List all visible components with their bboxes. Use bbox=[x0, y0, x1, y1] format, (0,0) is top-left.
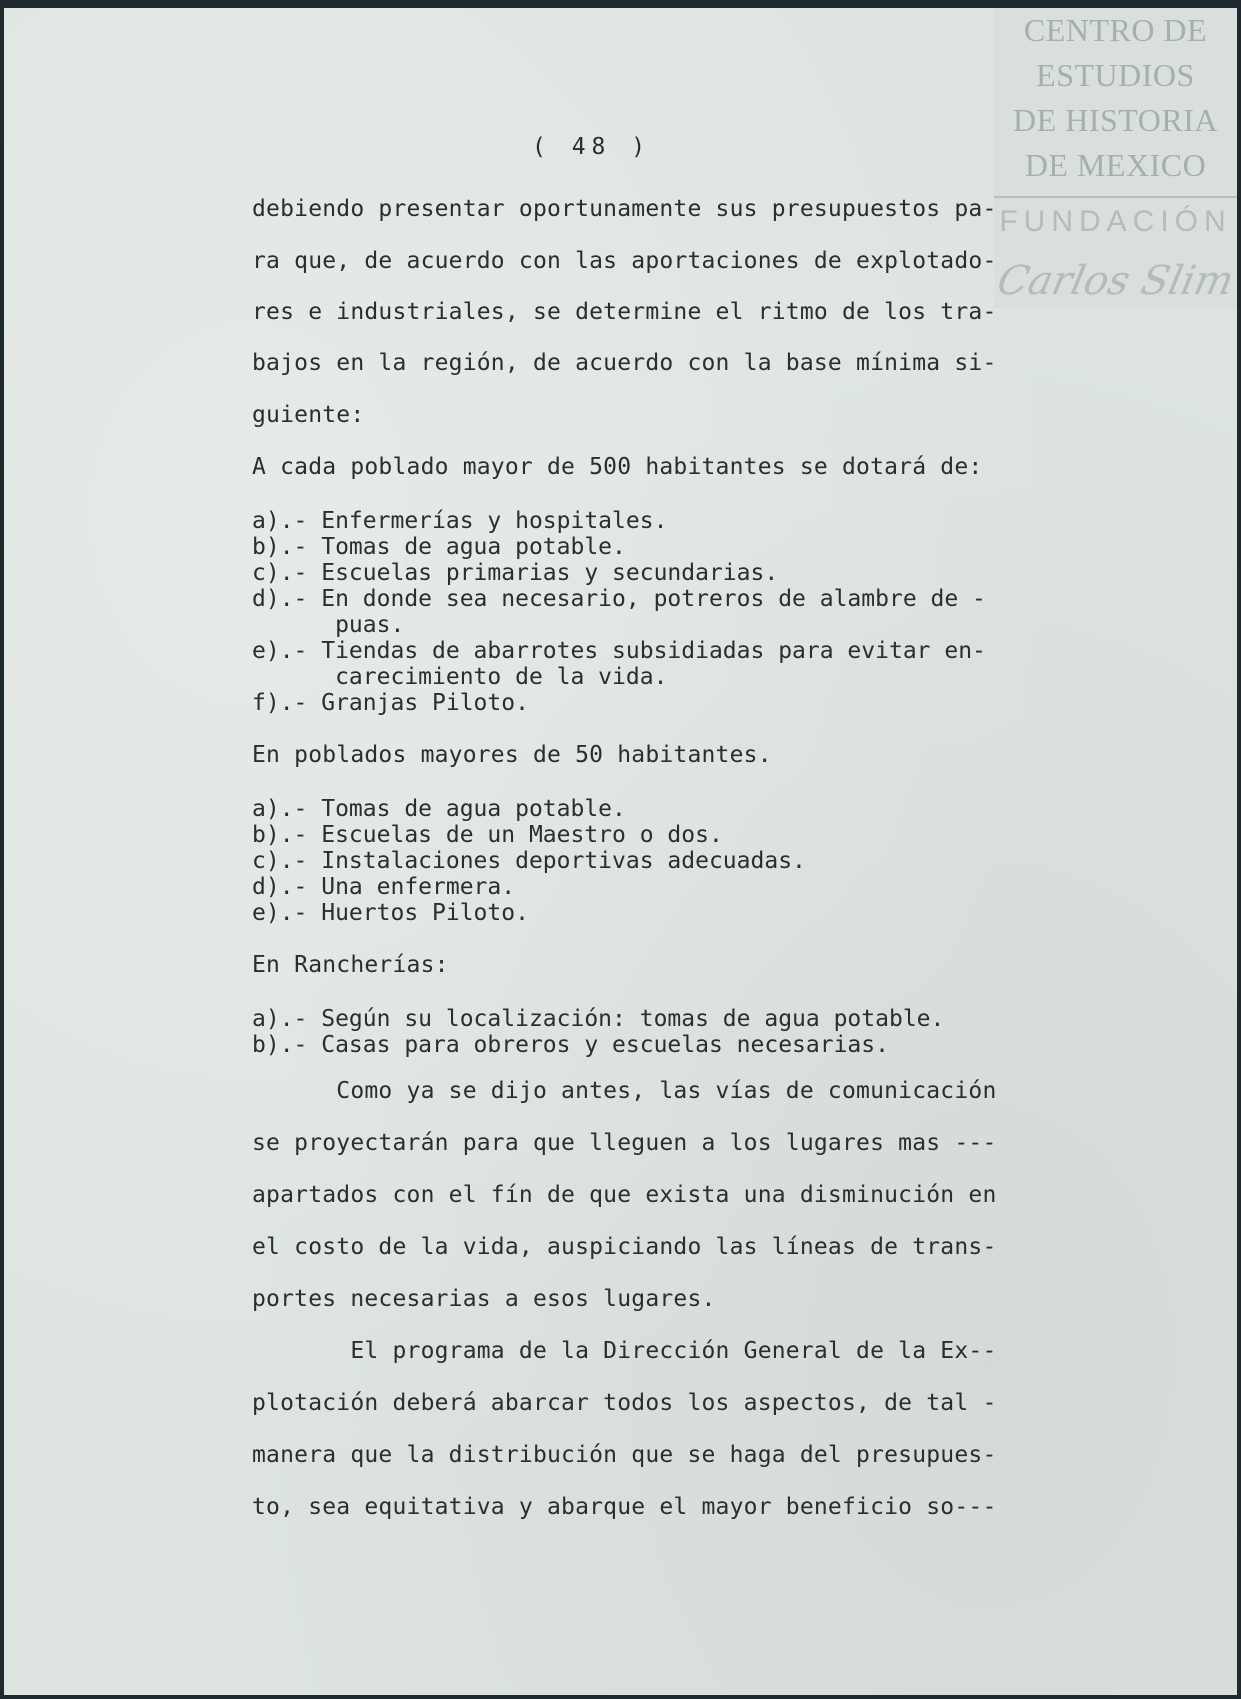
intro-line: res e industriales, se determine el ritmo de los tra- bbox=[252, 299, 997, 325]
body-line: to, sea equitativa y abarque el mayor beneficio so--- bbox=[252, 1494, 997, 1520]
intro-line: debiendo presentar oportunamente sus presupuestos pa- bbox=[252, 196, 997, 222]
archive-watermark bbox=[994, 8, 1237, 308]
section2-list bbox=[252, 796, 806, 926]
section3-list bbox=[252, 1006, 944, 1058]
section1-list bbox=[252, 508, 986, 716]
body-line: portes necesarias a esos lugares. bbox=[252, 1286, 716, 1312]
list-item: a).- Enfermerías y hospitales. bbox=[252, 508, 668, 534]
intro-line: guiente: bbox=[252, 402, 365, 428]
list-item: a).- Según su localización: tomas de agua potable. bbox=[252, 1006, 945, 1032]
section-heading: A cada poblado mayor de 500 habitantes se dotará de: bbox=[252, 454, 983, 480]
watermark-foundation: FUNDACIÓN bbox=[999, 205, 1232, 238]
list-item: e).- Tiendas de abarrotes subsidiadas para evitar en- bbox=[252, 638, 986, 664]
list-item: b).- Casas para obreros y escuelas necesarias. bbox=[252, 1032, 889, 1058]
section-heading: En poblados mayores de 50 habitantes. bbox=[252, 742, 772, 768]
page-number: ( 48 ) bbox=[532, 134, 652, 160]
list-item: d).- Una enfermera. bbox=[252, 874, 516, 900]
list-item: b).- Tomas de agua potable. bbox=[252, 534, 626, 560]
body-line: manera que la distribución que se haga del presupues- bbox=[252, 1442, 997, 1468]
watermark-line: DE HISTORIA bbox=[1013, 102, 1218, 138]
watermark-signature: Carlos Slim bbox=[993, 258, 1238, 304]
intro-line: bajos en la región, de acuerdo con la base mínima si- bbox=[252, 350, 997, 376]
body-line: se proyectarán para que lleguen a los lugares mas --- bbox=[252, 1130, 997, 1156]
list-item: puas. bbox=[252, 612, 405, 638]
list-item: c).- Instalaciones deportivas adecuadas. bbox=[252, 848, 806, 874]
body-line: Como ya se dijo antes, las vías de comunicación bbox=[252, 1078, 997, 1104]
list-item: b).- Escuelas de un Maestro o dos. bbox=[252, 822, 723, 848]
body-line: El programa de la Dirección General de la Ex-- bbox=[252, 1338, 997, 1364]
body-line: plotación deberá abarcar todos los aspectos, de tal - bbox=[252, 1390, 997, 1416]
section-heading: En Rancherías: bbox=[252, 952, 449, 978]
watermark-divider bbox=[994, 196, 1237, 198]
body-line: el costo de la vida, auspiciando las líneas de trans- bbox=[252, 1234, 997, 1260]
intro-line: ra que, de acuerdo con las aportaciones de explotado- bbox=[252, 248, 997, 274]
body-line: apartados con el fín de que exista una disminución en bbox=[252, 1182, 997, 1208]
list-item: f).- Granjas Piloto. bbox=[252, 690, 529, 716]
list-item: d).- En donde sea necesario, potreros de alambre de - bbox=[252, 586, 986, 612]
watermark-line: CENTRO DE bbox=[1023, 12, 1208, 48]
list-item: e).- Huertos Piloto. bbox=[252, 900, 529, 926]
watermark-line: DE MEXICO bbox=[1024, 147, 1207, 183]
list-item: c).- Escuelas primarias y secundarias. bbox=[252, 560, 779, 586]
list-item: a).- Tomas de agua potable. bbox=[252, 796, 626, 822]
watermark-line: ESTUDIOS bbox=[1036, 57, 1195, 93]
document-page bbox=[4, 8, 1237, 1695]
list-item: carecimiento de la vida. bbox=[252, 664, 668, 690]
